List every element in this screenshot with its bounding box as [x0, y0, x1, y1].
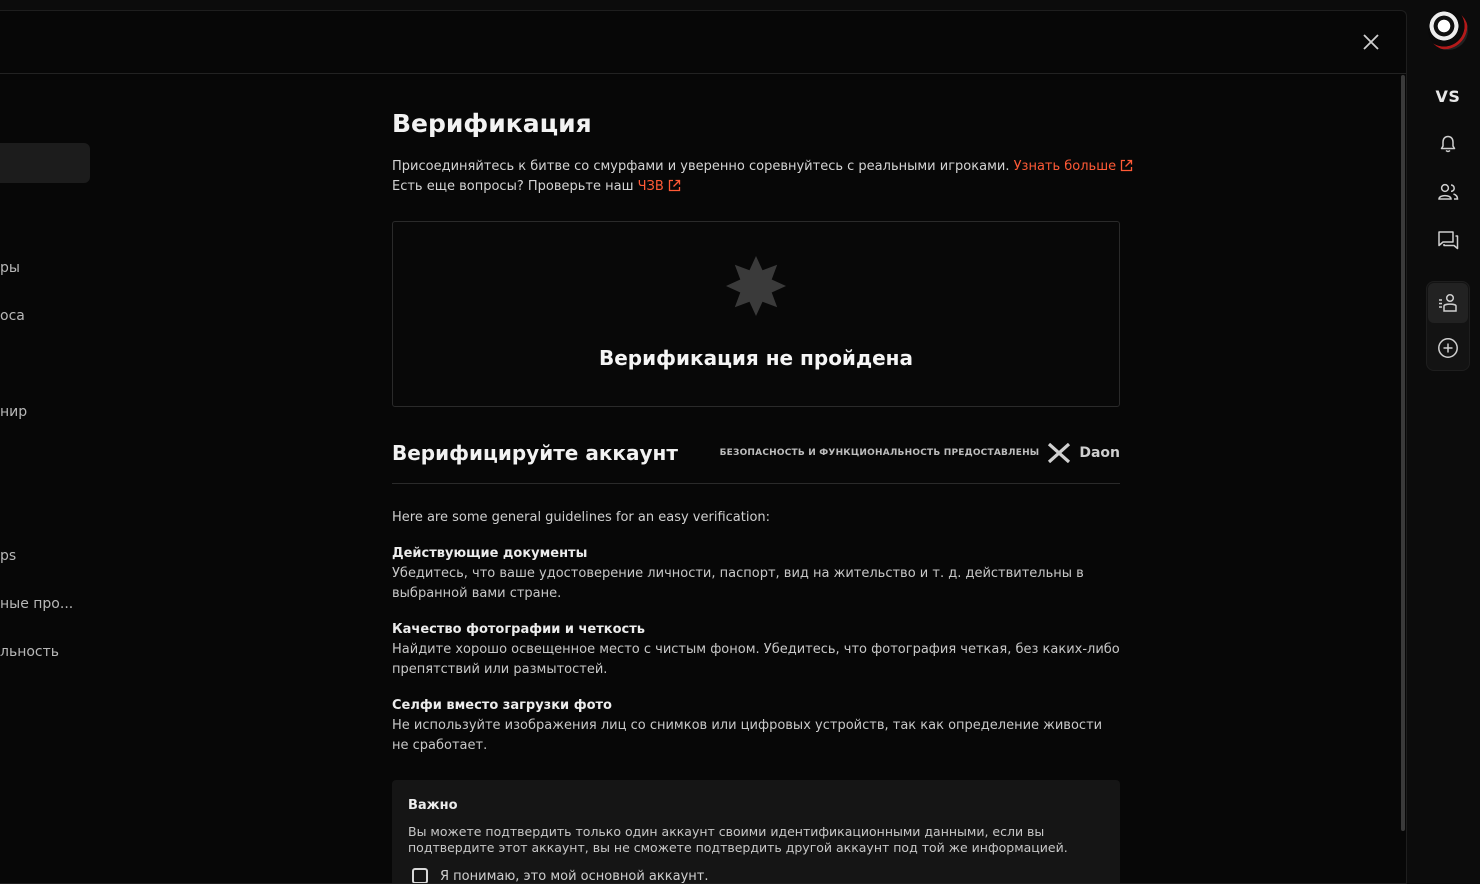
chat-button[interactable]	[1428, 220, 1468, 260]
page-title: Верификация	[392, 109, 592, 138]
status-text: Верификация не пройдена	[599, 346, 913, 370]
subtitle-line-2	[392, 179, 681, 194]
rail-group	[1426, 281, 1470, 371]
notifications-button[interactable]	[1428, 124, 1468, 164]
vs-label: VS	[1435, 86, 1461, 106]
badge-icon	[726, 256, 786, 316]
subtitle-line-1	[392, 159, 1133, 174]
guideline-item	[392, 696, 1120, 756]
important-notice	[392, 780, 1120, 884]
scrollbar[interactable]	[1401, 75, 1405, 831]
close-icon	[1362, 33, 1380, 51]
main-account-checkbox-row[interactable]	[412, 868, 708, 884]
add-circle-icon	[1437, 337, 1459, 359]
guideline-item	[392, 620, 1120, 680]
subtitle-text: Присоединяйтесь к битве со смурфами и уверенно соревнуйтесь с реальными игроками.	[392, 159, 1010, 174]
nav-item[interactable]: оса	[0, 308, 25, 324]
guideline-title: Селфи вместо загрузки фото	[392, 698, 612, 713]
party-icon	[1437, 293, 1459, 313]
faq-link[interactable]	[638, 179, 681, 194]
nav-item[interactable]: ные про...	[0, 596, 74, 612]
external-link-icon	[1120, 159, 1133, 172]
settings-nav	[0, 75, 100, 875]
avatar[interactable]	[1428, 10, 1468, 50]
guideline-text: Не используйте изображения лиц со снимков или цифровых устройств, так как определение живости не сработает.	[392, 718, 1103, 753]
divider	[392, 483, 1120, 484]
provider-name: Daon	[1079, 445, 1120, 461]
party-button[interactable]	[1428, 283, 1468, 323]
learn-more-label: Узнать больше	[1013, 159, 1117, 174]
verification-status-card	[392, 221, 1120, 407]
learn-more-link[interactable]	[1014, 159, 1134, 174]
guideline-text: Убедитесь, что ваше удостоверение личности, паспорт, вид на жительство и т. д. действительны в выбранной вами стране.	[392, 566, 1084, 601]
verify-heading: Верифицируйте аккаунт	[392, 441, 678, 465]
provided-by	[720, 443, 1120, 463]
nav-item[interactable]: льность	[0, 644, 60, 660]
right-rail	[1416, 0, 1480, 884]
external-link-icon	[668, 179, 681, 192]
friends-button[interactable]	[1428, 172, 1468, 212]
guideline-item	[392, 544, 1120, 604]
guideline-title: Действующие документы	[392, 546, 588, 561]
checkbox-label: Я понимаю, это мой основной аккаунт.	[440, 868, 709, 884]
faq-label: ЧЗВ	[637, 179, 664, 194]
guideline-text: Найдите хорошо освещенное место с чистым фоном. Убедитесь, что фотография четкая, без каких-либо препятствий или размытостей.	[392, 642, 1120, 677]
nav-item-active[interactable]	[0, 143, 90, 183]
vs-button[interactable]	[1428, 76, 1468, 116]
bell-icon	[1438, 134, 1458, 154]
close-button[interactable]	[1358, 29, 1384, 55]
chat-icon	[1437, 230, 1459, 250]
important-text: Вы можете подтвердить только один аккаунт своими идентификационными данными, если вы подтвердите этот аккаунт, вы не сможете подтвердить другой аккаунт под той же информацией.	[408, 824, 1068, 855]
nav-item[interactable]: ры	[0, 260, 20, 276]
main-account-checkbox[interactable]	[412, 868, 428, 884]
verification-modal	[0, 10, 1407, 884]
friends-icon	[1437, 182, 1459, 202]
guideline-title: Качество фотографии и четкость	[392, 622, 645, 637]
guidelines-intro: Here are some general guidelines for an easy verification:	[392, 510, 771, 525]
nav-item[interactable]: ps	[0, 548, 17, 564]
nav-item[interactable]: нир	[0, 404, 28, 420]
add-button[interactable]	[1428, 328, 1468, 368]
important-title: Важно	[408, 798, 458, 813]
subtitle-text: Есть еще вопросы? Проверьте наш	[392, 179, 634, 194]
daon-logo-icon	[1047, 443, 1071, 463]
modal-header	[0, 11, 1406, 74]
provided-by-label: БЕЗОПАСНОСТЬ И ФУНКЦИОНАЛЬНОСТЬ ПРЕДОСТАВЛЕНЫ	[719, 448, 1040, 458]
